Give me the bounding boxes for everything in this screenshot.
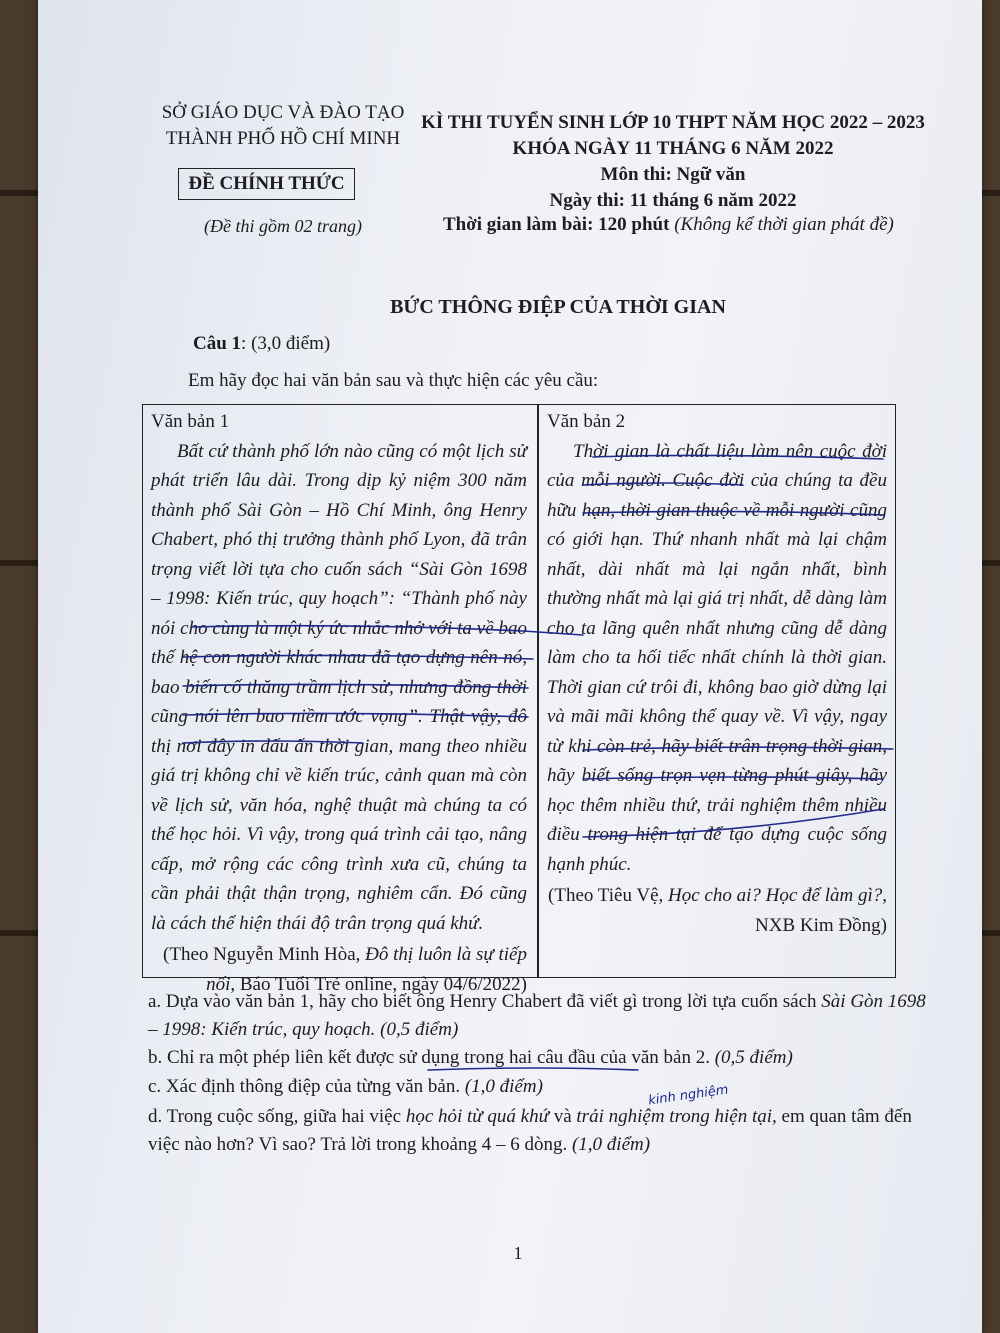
exam-title-line: KÌ THI TUYỂN SINH LỚP 10 THPT NĂM HỌC 2022 – 2023 bbox=[421, 112, 925, 133]
exam-subject: Môn thi: Ngữ văn bbox=[600, 164, 746, 185]
question-1-label: Câu 1 bbox=[193, 333, 242, 354]
exam-date: Ngày thi: 11 tháng 6 năm 2022 bbox=[549, 190, 797, 211]
text-2-body: Thời gian là chất liệu làm nên cuộc đời của mỗi người. Cuộc đời của chúng ta đều hữu hạn, thời gian thuộc về mỗi người cũng có giới hạn. Thứ nhanh nhất mà lại chậm nhất, dài nhất mà lại ngắn nhất, bình thường nhất mà lại giá trị nhất, dễ dàng làm cho ta lãng quên nhất nhưng cũng dễ dàng làm cho ta hối tiếc nhất chính là thời gian. Thời gian cứ trôi đi, không bao giờ dừng lại và mãi mãi không thể quay về. Vì vậy, ngay từ khi còn trẻ, hãy biết trân trọng thời gian, hãy biết sống trọn vẹn từng phút giây, hãy học thêm nhiều thứ, trải nghiệm thêm nhiều điều trong hiện tại để tạo dựng cuộc sống hạnh phúc. bbox=[547, 440, 887, 875]
duration-note: (Không kể thời gian phát đề) bbox=[674, 214, 894, 235]
text-2-source-title: Học cho ai? Học để làm gì? bbox=[668, 885, 883, 906]
reading-texts-box bbox=[142, 404, 896, 995]
question-d-text-1: d. Trong cuộc sống, giữa hai việc bbox=[148, 1106, 406, 1127]
text-1-heading: Văn bản 1 bbox=[151, 411, 230, 432]
question-d-text-3: em quan tâm đến việc nào hơn? Vì sao? Trả lời trong khoảng 4 – 6 dòng. bbox=[148, 1106, 912, 1155]
question-a-italic: Sài Gòn 1698 – 1998: Kiến trúc, quy hoạch. (0,5 điểm) bbox=[148, 991, 926, 1040]
text-2-source-prefix: (Theo Tiêu Vệ, bbox=[548, 885, 669, 906]
page-number: 1 bbox=[513, 1243, 523, 1263]
question-d-italic-1: học hỏi từ quá khứ bbox=[405, 1106, 549, 1127]
question-1-points: : (3,0 điểm) bbox=[241, 333, 331, 354]
main-title: BỨC THÔNG ĐIỆP CỦA THỜI GIAN bbox=[390, 296, 726, 318]
department-line-1: SỞ GIÁO DỤC VÀ ĐÀO TẠO bbox=[161, 102, 405, 123]
department-line-2: THÀNH PHỐ HỒ CHÍ MINH bbox=[165, 128, 401, 149]
text-1-body: Bất cứ thành phố lớn nào cũng có một lịch sử phát triển lâu dài. Trong dịp kỷ niệm 300 năm thành phố Sài Gòn – Hồ Chí Minh, ông Henry Chabert, phó thị trưởng thành phố Lyon, đã trân trọng viết lời tựa cho cuốn sách “Sài Gòn 1698 – 1998: Kiến trúc, quy hoạch”: “Thành phố này nói cho cùng là một ký ức nhắc nhở với ta về bao thế hệ con người khác nhau đã tạo dựng nên nó, bao biến cố thăng trầm lịch sử, nhưng đồng thời cũng nói lên bao niềm ước vọng”. Thật vậy, đô thị nơi đây in dấu ấn thời gian, mang theo nhiều giá trị không chỉ về kiến trúc, cảnh quan mà còn về lịch sử, văn hóa, nghệ thuật mà chúng ta có thể học hỏi. Vì vậy, trong quá trình cải tạo, nâng cấp, mở rộng các công trình xưa cũ, chúng ta cần phải thật thận trọng, nghiêm cẩn. Đó cũng là cách thể hiện thái độ trân trọng quá khứ. bbox=[151, 440, 527, 934]
text-2-column bbox=[547, 407, 887, 940]
question-d-text-2: và bbox=[548, 1106, 577, 1127]
exam-session-line: KHÓA NGÀY 11 THÁNG 6 NĂM 2022 bbox=[512, 138, 834, 159]
exam-paper bbox=[38, 0, 982, 1333]
question-b bbox=[148, 1044, 928, 1072]
question-a-text: a. Dựa vào văn bản 1, hãy cho biết ông Henry Chabert đã viết gì trong lời tựa cuốn sách bbox=[148, 991, 822, 1012]
question-d-italic-3: (1,0 điểm) bbox=[571, 1134, 651, 1155]
question-b-italic: (0,5 điểm) bbox=[714, 1047, 793, 1068]
exam-header bbox=[403, 110, 943, 214]
text-1-source-suffix: , Báo Tuổi Trẻ online, ngày 04/6/2022) bbox=[230, 973, 527, 995]
question-1-intro: Em hãy đọc hai văn bản sau và thực hiện các yêu cầu: bbox=[188, 370, 599, 391]
exam-duration bbox=[443, 214, 894, 236]
text-2-source bbox=[547, 881, 887, 940]
text-1-column bbox=[151, 407, 527, 999]
question-a bbox=[148, 988, 928, 1044]
handwritten-note: kinh nghiệm bbox=[647, 1082, 730, 1109]
text-1-source-prefix: (Theo Nguyễn Minh Hòa, bbox=[163, 944, 366, 965]
question-c bbox=[148, 1073, 928, 1101]
official-exam-box: ĐỀ CHÍNH THỨC bbox=[178, 168, 355, 200]
question-d-italic-2: trải nghiệm trong hiện tại, bbox=[576, 1106, 777, 1127]
duration-label: Thời gian làm bài: 120 phút bbox=[443, 214, 670, 235]
text-2-source-suffix: , NXB Kim Đồng) bbox=[755, 885, 887, 936]
text-1-source-title: Đô thị luôn là sự tiếp nối bbox=[206, 944, 527, 995]
pages-note: (Đề thi gồm 02 trang) bbox=[204, 216, 362, 236]
question-c-text: c. Xác định thông điệp của từng văn bản. bbox=[148, 1076, 465, 1097]
column-divider bbox=[537, 405, 539, 977]
question-c-italic: (1,0 điểm) bbox=[464, 1076, 543, 1097]
department-header bbox=[138, 100, 428, 152]
question-1-heading bbox=[193, 333, 330, 355]
question-d bbox=[148, 1103, 928, 1159]
text-2-heading: Văn bản 2 bbox=[547, 411, 626, 432]
question-b-text: b. Chỉ ra một phép liên kết được sử dụng trong hai câu đầu của văn bản 2. bbox=[148, 1047, 715, 1068]
